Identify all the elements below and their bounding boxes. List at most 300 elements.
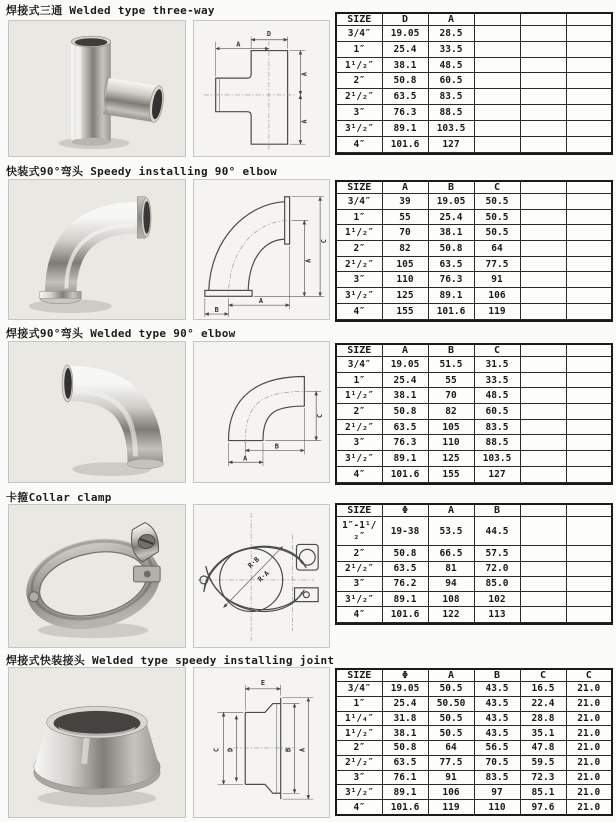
table-row — [336, 388, 612, 404]
table-cell — [520, 482, 566, 484]
table-cell: 25.4 — [382, 696, 428, 711]
dim-label: E — [260, 678, 266, 687]
clamp-elbow-drawing — [193, 179, 330, 320]
table-cell: 63.5 — [382, 561, 428, 576]
table-row — [336, 372, 612, 388]
table-cell: 122 — [428, 607, 474, 622]
table-cell — [336, 482, 382, 484]
table-cell: 106 — [474, 288, 520, 304]
column-header — [474, 13, 520, 26]
table-cell — [566, 419, 612, 435]
welded-elbow-drawing — [193, 341, 330, 483]
table-cell: 72.0 — [474, 561, 520, 576]
table-cell: 3¹/₂″ — [336, 120, 382, 136]
tee-drawing — [194, 21, 329, 156]
dim-label: A — [236, 40, 241, 49]
table-cell — [566, 288, 612, 304]
table-cell — [520, 73, 566, 89]
table-cell — [474, 482, 520, 484]
table-cell: 66.5 — [428, 546, 474, 561]
table-cell — [520, 26, 566, 42]
table-cell — [520, 209, 566, 225]
table-cell: 31.8 — [382, 711, 428, 726]
table-cell: 88.5 — [428, 105, 474, 121]
header-row — [336, 181, 612, 194]
table-cell: 43.5 — [474, 726, 520, 741]
table-cell — [566, 89, 612, 105]
table-row — [336, 466, 612, 482]
column-header: C — [474, 181, 520, 194]
table-cell — [566, 561, 612, 576]
dim-label: R·B — [246, 555, 262, 570]
table-cell: 110 — [382, 272, 428, 288]
table-cell: 105 — [382, 256, 428, 272]
table-cell: 1″ — [336, 41, 382, 57]
table-cell: 127 — [428, 136, 474, 152]
dim-label: A — [304, 258, 313, 263]
table-cell — [566, 372, 612, 388]
dim-label: D — [226, 747, 235, 752]
table-row — [336, 546, 612, 561]
header-row — [336, 504, 612, 517]
ferrule-photo-image — [9, 668, 185, 817]
table-row — [336, 435, 612, 451]
table-cell — [474, 120, 520, 136]
table-cell: 3¹/₂″ — [336, 451, 382, 467]
table-cell: 2″ — [336, 546, 382, 561]
table-cell — [520, 241, 566, 257]
table-row — [336, 785, 612, 800]
table-cell — [566, 357, 612, 373]
table-cell: 3″ — [336, 272, 382, 288]
table-cell: 83.5 — [428, 89, 474, 105]
table-cell: 110 — [474, 800, 520, 816]
table-cell — [520, 419, 566, 435]
table-cell — [520, 120, 566, 136]
table-cell: 91 — [428, 770, 474, 785]
table-cell — [566, 576, 612, 591]
table-cell — [474, 622, 520, 624]
table-cell: 31.5 — [474, 357, 520, 373]
table-cell — [566, 546, 612, 561]
table-cell: 57.5 — [474, 546, 520, 561]
table-cell: 1¹/₂″ — [336, 726, 382, 741]
table-cell — [566, 607, 612, 622]
column-header: Φ — [382, 504, 428, 517]
table-cell: 43.5 — [474, 711, 520, 726]
ferrule-drawing-svg — [194, 668, 329, 816]
table-cell: 97.6 — [520, 800, 566, 816]
table-cell — [566, 451, 612, 467]
table-row — [336, 241, 612, 257]
table-cell: 33.5 — [474, 372, 520, 388]
table-cell: 101.6 — [428, 303, 474, 319]
table-cell: 50.8 — [382, 73, 428, 89]
table-cell: 50.5 — [428, 711, 474, 726]
table-cell: 19-38 — [382, 517, 428, 546]
table-cell: 48.5 — [428, 57, 474, 73]
table-cell — [566, 319, 612, 321]
collar-clamp-drawing — [193, 504, 330, 648]
table-cell: 76.1 — [382, 770, 428, 785]
table-cell: 2¹/₂″ — [336, 89, 382, 105]
table-cell — [566, 241, 612, 257]
column-header — [520, 13, 566, 26]
table-cell: 125 — [382, 288, 428, 304]
table-cell — [474, 89, 520, 105]
dim-label: A — [258, 297, 264, 306]
table-cell — [566, 256, 612, 272]
table-cell: 3″ — [336, 105, 382, 121]
table-cell: 50.8 — [382, 404, 428, 420]
table-cell: 21.0 — [566, 800, 612, 816]
table-cell: 64 — [428, 741, 474, 756]
table-cell — [382, 152, 428, 154]
table-cell: 3¹/₂″ — [336, 592, 382, 607]
table-cell — [566, 272, 612, 288]
table-cell — [520, 89, 566, 105]
table-cell — [520, 622, 566, 624]
table-cell: 63.5 — [382, 89, 428, 105]
collar-clamp-drawing-svg — [194, 505, 329, 647]
table-cell: 38.1 — [382, 726, 428, 741]
table-row — [336, 517, 612, 546]
table-row — [336, 105, 612, 121]
table-cell: 3″ — [336, 770, 382, 785]
table-cell: 4″ — [336, 800, 382, 816]
table-cell: 50.5 — [474, 225, 520, 241]
table-cell: 91 — [474, 272, 520, 288]
table-cell: 103.5 — [474, 451, 520, 467]
dim-label: A — [243, 454, 248, 463]
clamp-elbow-drawing-svg — [194, 180, 329, 318]
table-cell — [520, 303, 566, 319]
welded-elbow-table — [335, 343, 613, 485]
table-row — [336, 89, 612, 105]
table-cell: 81 — [428, 561, 474, 576]
table-cell — [428, 319, 474, 321]
column-header — [520, 504, 566, 517]
table-cell: 21.0 — [566, 755, 612, 770]
table-cell: 44.5 — [474, 517, 520, 546]
table-cell: 60.5 — [428, 73, 474, 89]
table-cell: 59.5 — [520, 755, 566, 770]
table-cell: 33.5 — [428, 41, 474, 57]
table-cell — [520, 152, 566, 154]
table-cell — [520, 136, 566, 152]
table-cell: 43.5 — [474, 682, 520, 697]
table-cell — [474, 57, 520, 73]
column-header: D — [382, 13, 428, 26]
table-cell: 25.4 — [382, 41, 428, 57]
table-cell: 70.5 — [474, 755, 520, 770]
table-row — [336, 419, 612, 435]
table-cell: 50.5 — [474, 194, 520, 210]
three-way-table-box — [335, 12, 613, 155]
table-cell: 108 — [428, 592, 474, 607]
table-cell — [474, 41, 520, 57]
table-row — [336, 561, 612, 576]
table-cell: 125 — [428, 451, 474, 467]
table-cell: 53.5 — [428, 517, 474, 546]
section-three-way — [0, 2, 616, 164]
table-cell: 76.3 — [428, 272, 474, 288]
table-cell: 113 — [474, 607, 520, 622]
table-cell — [520, 41, 566, 57]
column-header: C — [474, 344, 520, 357]
table-cell: 56.5 — [474, 741, 520, 756]
table-cell — [520, 576, 566, 591]
table-cell — [566, 152, 612, 154]
table-cell: 28.5 — [428, 26, 474, 42]
table-cell: 127 — [474, 466, 520, 482]
table-cell: 50.5 — [428, 726, 474, 741]
table-cell: 39 — [382, 194, 428, 210]
table-cell — [520, 388, 566, 404]
table-cell — [336, 152, 382, 154]
table-cell: 101.6 — [382, 466, 428, 482]
table-cell — [382, 622, 428, 624]
table-cell: 3¹/₂″ — [336, 288, 382, 304]
column-header: A — [428, 504, 474, 517]
table-row — [336, 73, 612, 89]
collar-clamp-photo-image — [9, 505, 185, 647]
clamp-elbow-table-box — [335, 180, 613, 322]
table-cell: 21.0 — [566, 741, 612, 756]
table-row — [336, 41, 612, 57]
table-cell: 21.0 — [566, 726, 612, 741]
column-header: A — [428, 669, 474, 682]
table-cell: 119 — [474, 303, 520, 319]
table-cell: 60.5 — [474, 404, 520, 420]
column-header — [566, 13, 612, 26]
table-cell: 94 — [428, 576, 474, 591]
welded-elbow-table-box — [335, 343, 613, 485]
ferrule-drawing — [193, 667, 330, 818]
collar-clamp-table-box — [335, 503, 613, 625]
table-cell: 63.5 — [382, 755, 428, 770]
column-header: B — [428, 181, 474, 194]
header-row — [336, 344, 612, 357]
table-cell — [566, 303, 612, 319]
column-header: A — [428, 13, 474, 26]
table-cell: 38.1 — [428, 225, 474, 241]
table-cell: 85.1 — [520, 785, 566, 800]
clamp-elbow-photo — [8, 179, 186, 320]
table-cell — [382, 319, 428, 321]
table-cell: 1″ — [336, 696, 382, 711]
table-cell: 21.0 — [566, 711, 612, 726]
table-cell — [566, 120, 612, 136]
table-cell: 1¹/₂″ — [336, 57, 382, 73]
table-cell — [566, 26, 612, 42]
table-cell: 16.5 — [520, 682, 566, 697]
column-header: SIZE — [336, 344, 382, 357]
dim-label: A — [300, 119, 309, 124]
dim-label: B — [214, 306, 219, 315]
table-cell: 77.5 — [474, 256, 520, 272]
table-cell: 2″ — [336, 241, 382, 257]
table-cell: 21.0 — [566, 770, 612, 785]
table-cell — [566, 388, 612, 404]
table-cell: 22.4 — [520, 696, 566, 711]
table-cell: 155 — [382, 303, 428, 319]
table-row — [336, 288, 612, 304]
table-cell — [520, 451, 566, 467]
table-cell: 3/4″ — [336, 26, 382, 42]
table-cell: 70 — [428, 388, 474, 404]
table-cell: 3/4″ — [336, 194, 382, 210]
welded-elbow-drawing-svg — [194, 342, 329, 480]
table-cell: 50.8 — [382, 741, 428, 756]
table-cell — [520, 372, 566, 388]
table-cell: 4″ — [336, 303, 382, 319]
table-cell: 106 — [428, 785, 474, 800]
dim-label: R·A — [256, 569, 271, 584]
table-cell — [520, 194, 566, 210]
section-collar-clamp — [0, 489, 616, 653]
table-cell — [520, 319, 566, 321]
column-header: C — [520, 669, 566, 682]
table-cell: 3/4″ — [336, 357, 382, 373]
table-cell — [566, 73, 612, 89]
table-cell: 55 — [382, 209, 428, 225]
table-row — [336, 404, 612, 420]
table-row — [336, 120, 612, 136]
table-cell — [520, 57, 566, 73]
table-cell: 102 — [474, 592, 520, 607]
table-cell — [474, 319, 520, 321]
table-cell: 3″ — [336, 576, 382, 591]
three-way-table — [335, 12, 613, 155]
table-cell: 19.05 — [428, 194, 474, 210]
table-cell: 89.1 — [382, 592, 428, 607]
table-row — [336, 26, 612, 42]
table-cell — [520, 288, 566, 304]
header-row — [336, 13, 612, 26]
table-cell: 1″ — [336, 209, 382, 225]
table-cell: 2¹/₂″ — [336, 256, 382, 272]
table-cell: 1¹/₂″ — [336, 388, 382, 404]
table-cell — [566, 404, 612, 420]
table-cell: 110 — [428, 435, 474, 451]
table-cell: 2″ — [336, 741, 382, 756]
table-cell: 25.4 — [428, 209, 474, 225]
table-cell: 50.8 — [382, 546, 428, 561]
table-cell — [474, 73, 520, 89]
table-row — [336, 209, 612, 225]
table-cell: 4″ — [336, 466, 382, 482]
table-row — [336, 57, 612, 73]
table-cell: 1″ — [336, 372, 382, 388]
table-cell — [566, 435, 612, 451]
table-row — [336, 800, 612, 816]
column-header: SIZE — [336, 669, 382, 682]
table-cell — [474, 26, 520, 42]
table-cell: 50.50 — [428, 696, 474, 711]
column-header: A — [382, 344, 428, 357]
table-row — [336, 194, 612, 210]
table-row — [336, 726, 612, 741]
table-cell — [428, 152, 474, 154]
section-clamp-elbow — [0, 163, 616, 325]
table-cell — [566, 105, 612, 121]
clamp-elbow-photo-image — [9, 180, 185, 319]
table-row — [336, 272, 612, 288]
table-cell: 21.0 — [566, 696, 612, 711]
table-cell: 50.5 — [428, 682, 474, 697]
welded-elbow-photo-image — [9, 342, 185, 482]
table-row — [336, 136, 612, 152]
table-row — [336, 741, 612, 756]
table-cell: 38.1 — [382, 57, 428, 73]
table-row — [336, 592, 612, 607]
table-cell: 47.8 — [520, 741, 566, 756]
column-header — [520, 344, 566, 357]
table-cell: 55 — [428, 372, 474, 388]
dim-label: A — [298, 747, 307, 752]
table-cell: 89.1 — [382, 785, 428, 800]
table-cell — [520, 105, 566, 121]
ferrule-table — [335, 668, 613, 816]
table-row — [336, 696, 612, 711]
section-title: 卡箍Collar clamp — [6, 491, 112, 504]
table-cell: 48.5 — [474, 388, 520, 404]
table-cell — [520, 435, 566, 451]
table-row — [336, 755, 612, 770]
clamp-elbow-table — [335, 180, 613, 322]
table-cell: 2″ — [336, 404, 382, 420]
table-cell: 76.2 — [382, 576, 428, 591]
dim-label: A — [300, 72, 309, 77]
table-row — [336, 682, 612, 697]
table-cell: 1″-1¹/₂″ — [336, 517, 382, 546]
table-row — [336, 319, 612, 321]
table-cell: 85.0 — [474, 576, 520, 591]
table-cell — [520, 517, 566, 546]
table-cell: 35.1 — [520, 726, 566, 741]
table-cell: 76.3 — [382, 435, 428, 451]
table-cell: 38.1 — [382, 388, 428, 404]
table-cell: 119 — [428, 800, 474, 816]
table-cell: 83.5 — [474, 770, 520, 785]
table-cell: 3/4″ — [336, 682, 382, 697]
dim-label: B — [274, 442, 279, 451]
ferrule-table-box — [335, 668, 613, 816]
table-cell: 83.5 — [474, 419, 520, 435]
column-header: C — [566, 669, 612, 682]
column-header — [566, 504, 612, 517]
table-cell — [474, 105, 520, 121]
table-cell: 77.5 — [428, 755, 474, 770]
table-row — [336, 622, 612, 624]
table-cell — [566, 622, 612, 624]
table-cell: 4″ — [336, 136, 382, 152]
table-row — [336, 482, 612, 484]
table-cell — [336, 622, 382, 624]
table-cell: 51.5 — [428, 357, 474, 373]
table-cell — [336, 319, 382, 321]
table-cell — [520, 466, 566, 482]
table-cell: 76.3 — [382, 105, 428, 121]
ferrule-photo — [8, 667, 186, 818]
table-cell: 2″ — [336, 73, 382, 89]
table-cell: 101.6 — [382, 607, 428, 622]
table-cell: 19.05 — [382, 682, 428, 697]
table-row — [336, 451, 612, 467]
table-cell — [520, 272, 566, 288]
table-cell: 43.5 — [474, 696, 520, 711]
